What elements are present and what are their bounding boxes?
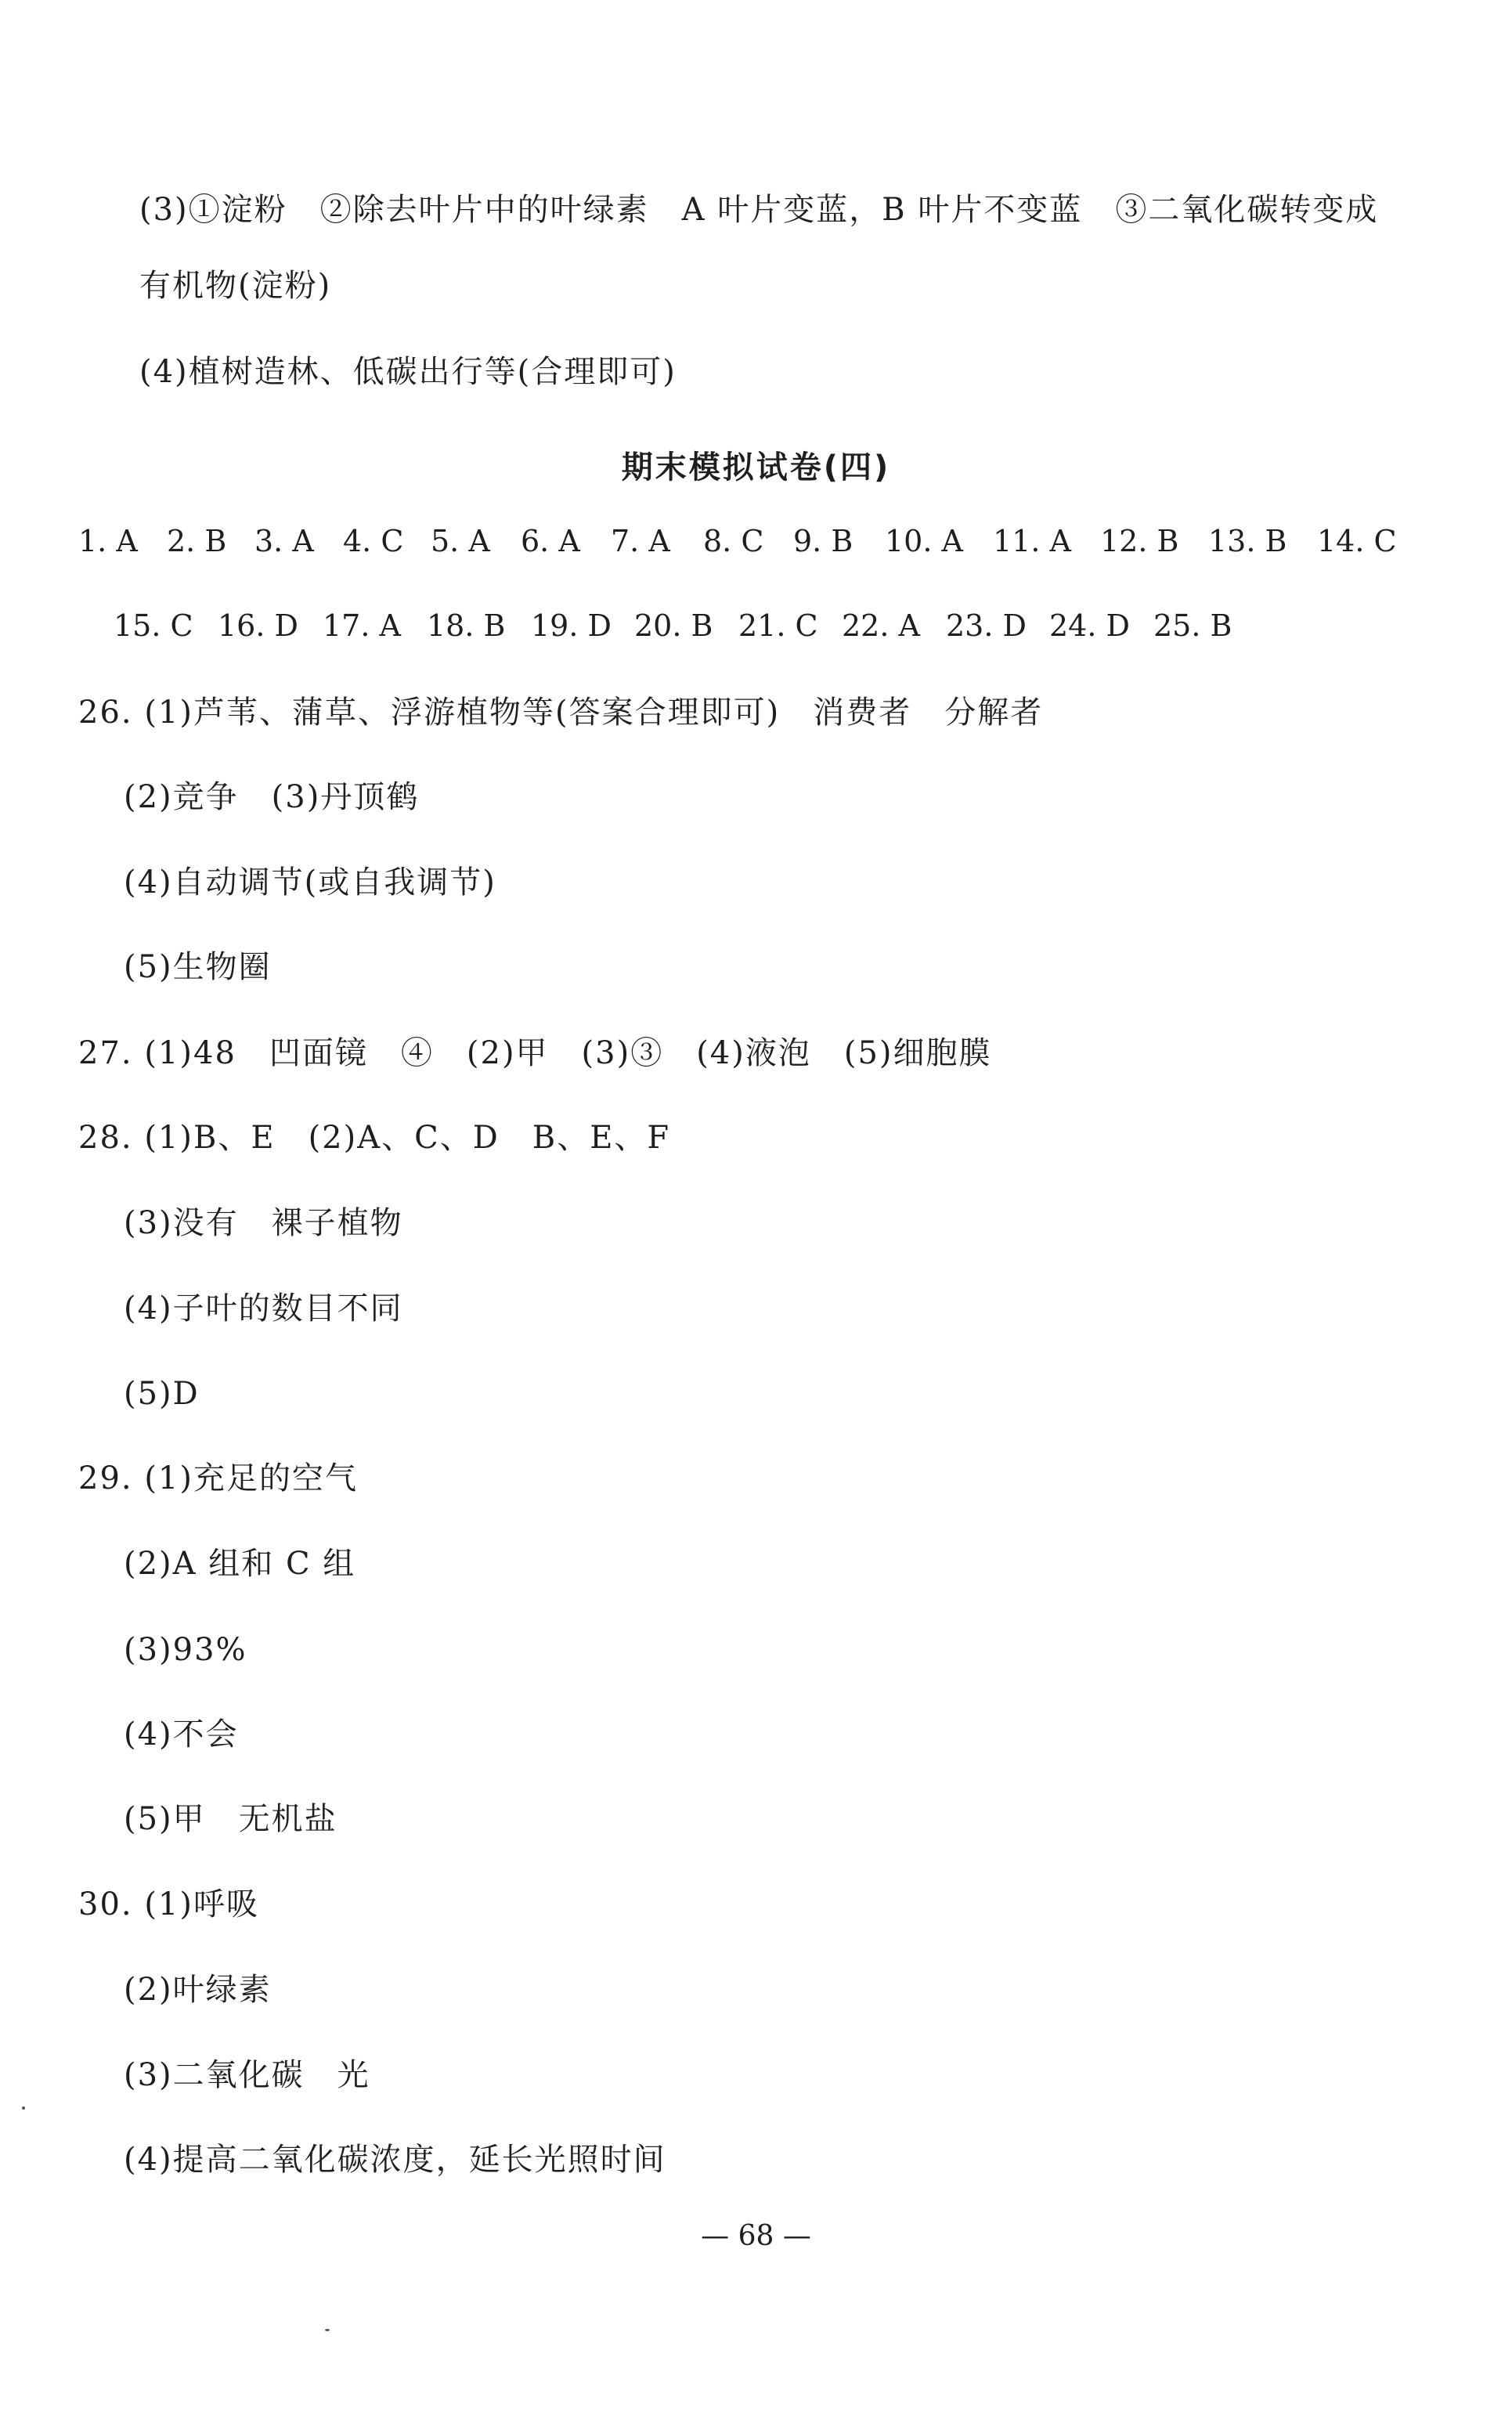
mc-answers-row-2 [0,608,1512,645]
q30-line-2: (2)叶绿素 [124,1972,272,2008]
mc-answer: 8. C [703,524,764,558]
q26-line-3: (4)自动调节(或自我调节) [124,865,496,901]
q29-line-3: (3)93% [124,1632,247,1668]
mc-answer: 20. B [634,608,713,643]
answer-line-3a: (3)①淀粉 ②除去叶片中的叶绿素 A 叶片变蓝，B 叶片不变蓝 ③二氧化碳转变成 [139,192,1379,228]
mc-answer: 7. A [611,524,670,558]
q26-line-2: (2)竞争 (3)丹顶鹤 [124,779,420,815]
mc-answer: 15. C [114,608,193,643]
q30-line-1: 30. (1)呼吸 [78,1886,259,1922]
section-title: 期末模拟试卷(四) [621,449,891,486]
q27-line-1: 27. (1)48 凹面镜 ④ (2)甲 (3)③ (4)液泡 (5)细胞膜 [78,1035,992,1071]
mc-answer: 14. C [1317,524,1397,558]
mc-answer: 6. A [521,524,580,558]
mc-answer: 24. D [1049,608,1130,643]
mc-answer: 21. C [738,608,818,643]
q28-line-2: (3)没有 裸子植物 [124,1205,403,1241]
mc-answer: 9. B [793,524,853,558]
mc-answer: 23. D [946,608,1027,643]
page-number: — 68 — [701,2220,811,2252]
mc-answer: 16. D [218,608,298,643]
q26-line-4: (5)生物圈 [124,949,272,985]
mc-answer: 17. A [323,608,401,643]
mc-answer: 25. B [1153,608,1232,643]
q30-line-3: (3)二氧化碳 光 [124,2057,370,2093]
mc-answer: 1. A [78,524,138,558]
answer-line-4: (4)植树造林、低碳出行等(合理即可) [139,354,677,390]
mc-answer: 19. D [531,608,612,643]
mc-answer: 13. B [1208,524,1287,558]
mc-answer: 4. C [343,524,404,558]
q28-line-3: (4)子叶的数目不同 [124,1291,403,1327]
q29-line-5: (5)甲 无机盐 [124,1801,337,1837]
mc-answer: 22. A [842,608,920,643]
mc-answers-row-1 [0,526,1512,561]
q30-line-4: (4)提高二氧化碳浓度，延长光照时间 [124,2142,666,2178]
q28-line-1: 28. (1)B、E (2)A、C、D B、E、F [78,1120,671,1156]
answer-line-3b: 有机物(淀粉) [139,268,332,304]
q28-line-4: (5)D [124,1376,200,1412]
mc-answer: 2. B [167,524,227,558]
q29-line-1: 29. (1)充足的空气 [78,1460,358,1496]
mc-answer: 5. A [431,524,490,558]
scan-speck [22,2106,25,2110]
mc-answer: 18. B [427,608,506,643]
scan-speck [325,2329,330,2331]
mc-answer: 11. A [993,524,1071,558]
q26-line-1: 26. (1)芦苇、蒲草、浮游植物等(答案合理即可) 消费者 分解者 [78,695,1044,731]
mc-answer: 10. A [885,524,963,558]
mc-answer: 12. B [1100,524,1179,558]
q29-line-2: (2)A 组和 C 组 [124,1546,356,1582]
mc-answer: 3. A [254,524,314,558]
q29-line-4: (4)不会 [124,1716,239,1753]
